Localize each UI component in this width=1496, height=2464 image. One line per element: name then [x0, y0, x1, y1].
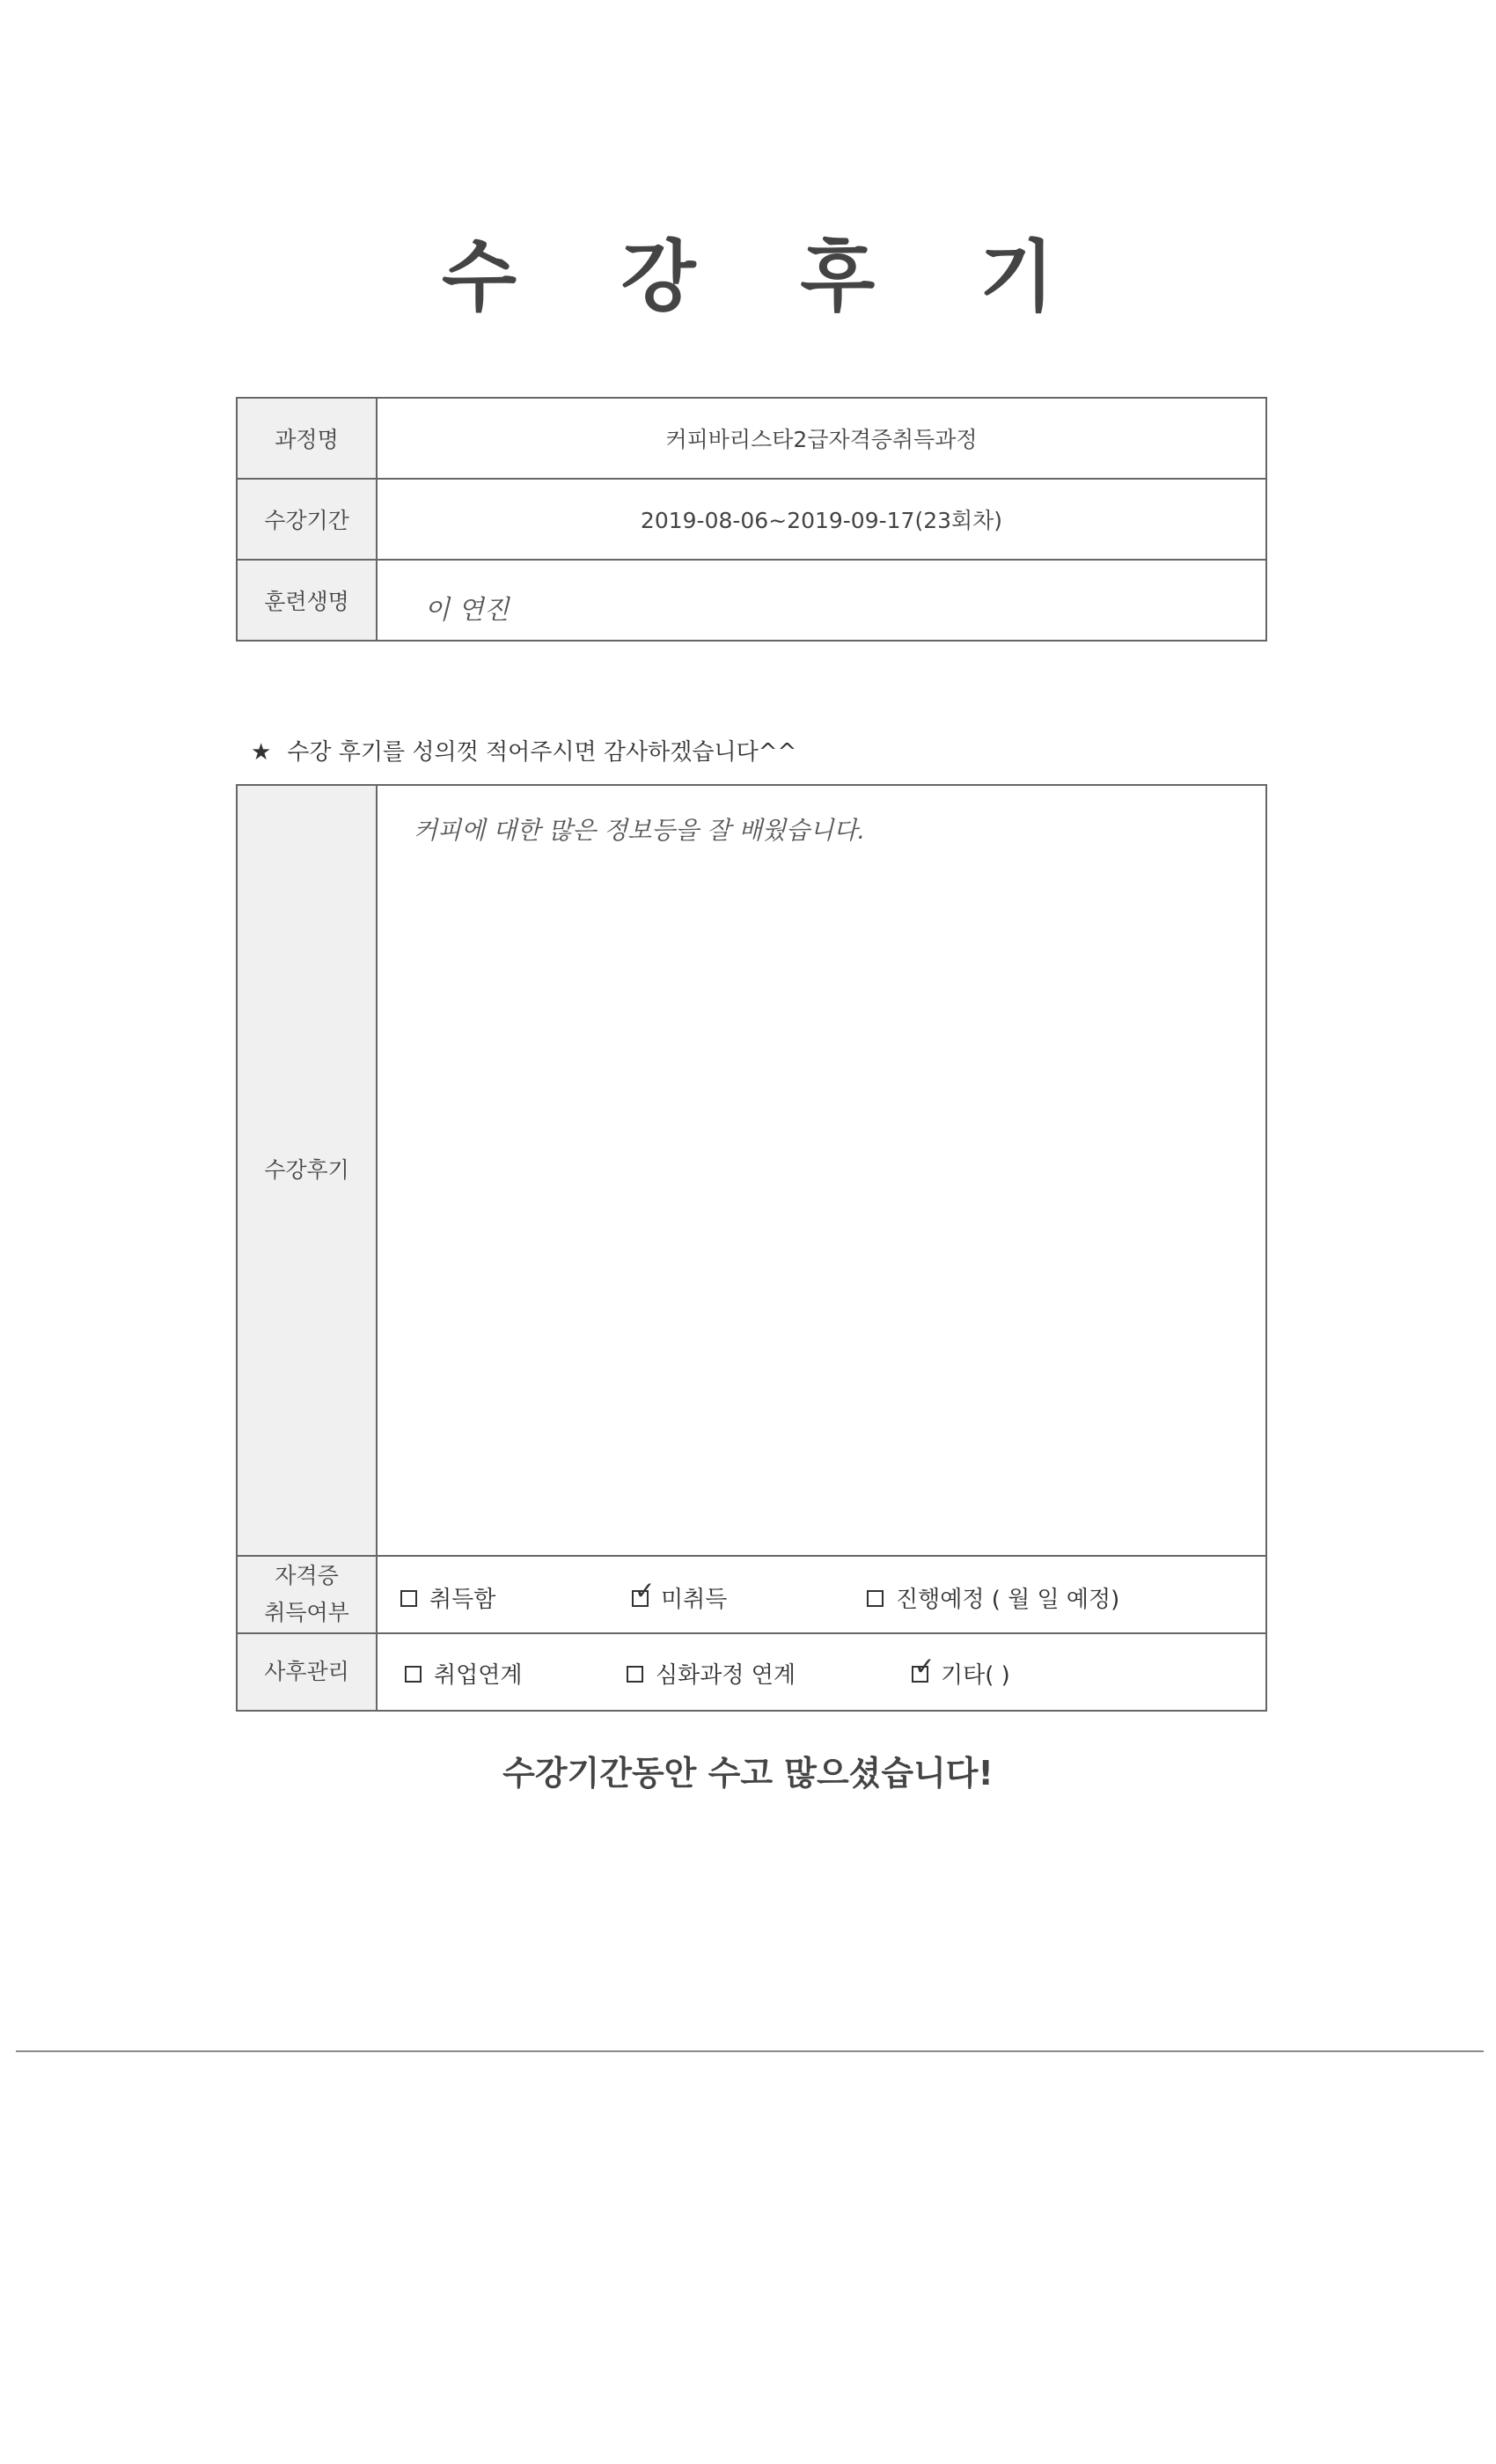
course-value: 커피바리스타2급자격증취득과정 [377, 398, 1266, 479]
aftercare-option-other-label: 기타( ) [941, 1662, 1010, 1689]
course-info-table [236, 397, 1267, 642]
course-row [237, 398, 1266, 479]
review-table [236, 784, 1267, 1712]
review-text-handwritten: 커피에 대한 많은 정보등을 잘 배웠습니다. [414, 816, 866, 845]
trainee-label: 훈련생명 [237, 560, 377, 641]
aftercare-option-other[interactable] [912, 1657, 1010, 1690]
checkbox-icon[interactable] [867, 1590, 884, 1607]
cert-option-not-obtained-label: 미취득 [661, 1587, 728, 1613]
review-row [237, 785, 1266, 1556]
course-label: 과정명 [237, 398, 377, 479]
review-label: 수강후기 [237, 785, 377, 1556]
aftercare-label: 사후관리 [237, 1633, 377, 1711]
certification-label-line2: 취득여부 [264, 1600, 349, 1625]
notice-text: 수강 후기를 성의껏 적어주시면 감사하겠습니다^^ [287, 739, 797, 766]
period-value: 2019-08-06~2019-09-17(23회차) [377, 479, 1266, 560]
certification-options-cell [377, 1556, 1266, 1633]
certification-label-line1: 자격증 [275, 1563, 339, 1588]
checkbox-icon[interactable] [405, 1666, 422, 1683]
star-icon: ★ [251, 739, 272, 766]
aftercare-option-job-label: 취업연계 [434, 1662, 523, 1689]
certification-label [237, 1556, 377, 1633]
checked-checkbox-icon[interactable] [912, 1666, 928, 1683]
page-edge-divider [16, 2050, 1484, 2052]
cert-option-scheduled[interactable] [867, 1581, 1119, 1614]
closing-message: 수강기간동안 수고 많으셨습니다! [502, 1754, 994, 1793]
review-body-cell [377, 785, 1266, 1556]
aftercare-option-job[interactable] [405, 1657, 522, 1690]
trainee-value-cell [377, 560, 1266, 641]
checkbox-icon[interactable] [400, 1590, 417, 1607]
checkbox-icon[interactable] [627, 1666, 643, 1683]
trainee-row [237, 560, 1266, 641]
checked-checkbox-icon[interactable] [632, 1590, 649, 1607]
cert-option-obtained[interactable] [400, 1581, 495, 1614]
trainee-name-handwritten: 이 연진 [424, 595, 510, 626]
aftercare-option-advanced-label: 심화과정 연계 [656, 1662, 796, 1689]
cert-option-not-obtained[interactable] [632, 1581, 727, 1614]
notice-line [251, 734, 796, 766]
period-label: 수강기간 [237, 479, 377, 560]
cert-option-scheduled-label: 진행예정 ( 월 일 예정) [896, 1587, 1120, 1613]
page-title: 수 강 후 기 [442, 231, 1093, 322]
period-row [237, 479, 1266, 560]
cert-option-obtained-label: 취득함 [429, 1587, 496, 1613]
aftercare-option-advanced[interactable] [627, 1657, 796, 1690]
